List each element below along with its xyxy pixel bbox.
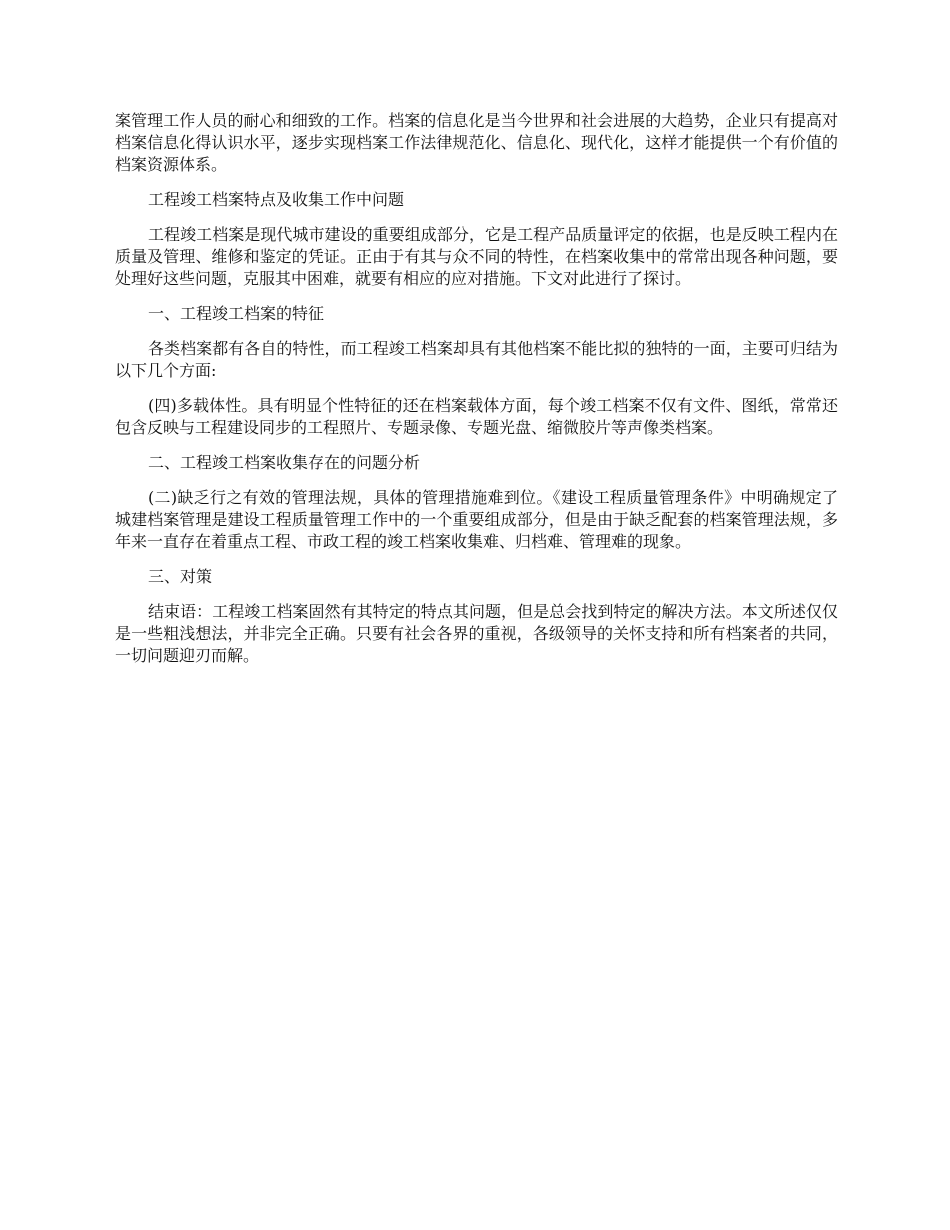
section-title: 工程竣工档案特点及收集工作中问题 [148,190,405,209]
paragraph-characteristics: 各类档案都有各自的特性，而工程竣工档案却具有其他档案不能比拟的独特的一面，主要可归结为以下几个方面: [115,339,838,380]
heading-countermeasures: 三、对策 [148,567,213,586]
paragraph-conclusion: 结束语：工程竣工档案固然有其特定的特点其问题，但是总会找到特定的解决方法。本文所述仅仅是一些粗浅想法，并非完全正确。只要有社会各界的重视，各级领导的关怀支持和所有档案者的共同，一切问题迎刃而解。 [115,602,838,665]
document-body [115,110,838,680]
paragraph-continuation: 案管理工作人员的耐心和细致的工作。档案的信息化是当今世界和社会进展的大趋势，企业只有提高对档案信息化得认识水平，逐步实现档案工作法律规范化、信息化、现代化，这样才能提供一个有价值的档案资源体系。 [115,111,838,174]
paragraph-multi-carrier: (四)多载体性。具有明显个性特征的还在档案载体方面，每个竣工档案不仅有文件、图纸，常常还包含反映与工程建设同步的工程照片、专题录像、专题光盘、缩微胶片等声像类档案。 [115,396,838,437]
heading-characteristics: 一、工程竣工档案的特征 [148,304,325,323]
heading-problem-analysis: 二、工程竣工档案收集存在的问题分析 [148,453,421,472]
paragraph-regulations: (二)缺乏行之有效的管理法规，具体的管理措施难到位。《建设工程质量管理条件》中明确规定了城建档案管理是建设工程质量管理工作中的一个重要组成部分，但是由于缺乏配套的档案管理法规，多年来一直存在着重点工程、市政工程的竣工档案收集难、归档难、管理难的现象。 [115,488,838,551]
paragraph-intro: 工程竣工档案是现代城市建设的重要组成部分，它是工程产品质量评定的依据，也是反映工程内在质量及管理、维修和鉴定的凭证。正由于有其与众不同的特性，在档案收集中的常常出现各种问题，要处理好这些问题，克服其中困难，就要有相应的应对措施。下文对此进行了探讨。 [115,225,838,288]
